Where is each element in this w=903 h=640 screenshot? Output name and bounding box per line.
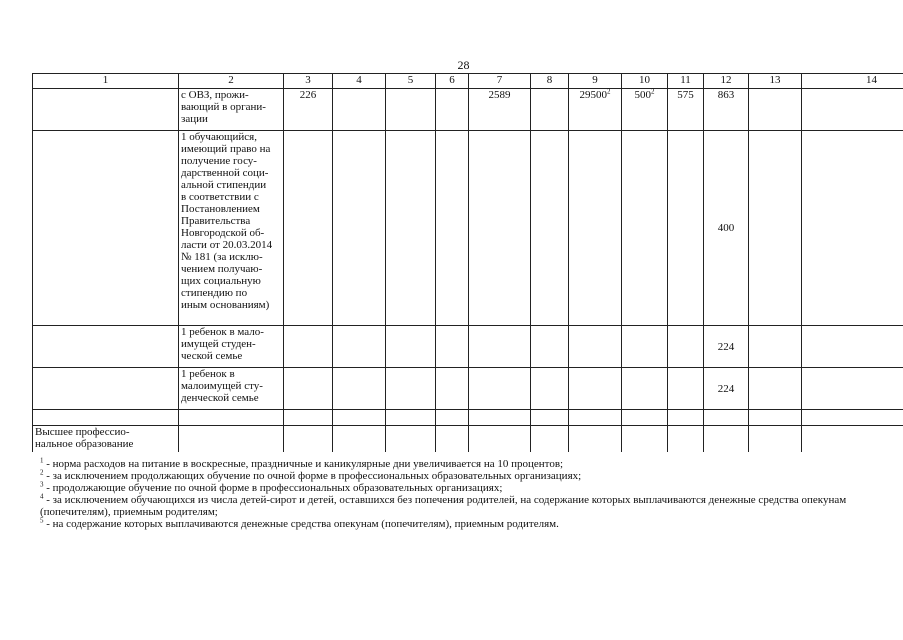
header-cell: 11: [668, 74, 704, 89]
table-cell: [704, 426, 749, 452]
footnote-ref: 2: [607, 87, 611, 96]
header-cell: 2: [179, 74, 284, 89]
category-line: № 181 (за исклю-: [181, 251, 263, 263]
table-cell: [531, 326, 569, 368]
category-line: чением получаю-: [181, 263, 263, 275]
table-cell: [386, 426, 436, 452]
category-line: ласти от 20.03.2014: [181, 239, 273, 251]
table-cell: [668, 326, 704, 368]
table-cell: [333, 131, 386, 326]
footnote-text: - за исключением обучающихся из числа детей-сирот и детей, оставшихся без попечения родителей, на содержание которых выплачиваются денежные средства опекунам (попечителям), приемным родителям;: [40, 494, 847, 518]
header-cell: 4: [333, 74, 386, 89]
table-cell: [333, 368, 386, 410]
footnote: [40, 458, 890, 470]
category-line: получение госу-: [181, 155, 257, 167]
category-line: зации: [181, 113, 208, 125]
header-cell: 6: [436, 74, 469, 89]
table-cell: [284, 326, 333, 368]
value-cell: 224: [704, 368, 749, 410]
table-cell: [33, 368, 179, 410]
footnote-mark: 5: [40, 516, 44, 525]
table-cell: [333, 326, 386, 368]
table-cell: [436, 326, 469, 368]
table-cell: [33, 326, 179, 368]
footnote: [40, 482, 890, 494]
section-label-line: Высшее профессио-: [35, 426, 130, 438]
header-cell: 3: [284, 74, 333, 89]
footnote-text: - за исключением продолжающих обучение по очной форме в профессиональных образовательных организациях;: [43, 470, 582, 482]
category-line: иным основаниям): [181, 299, 270, 311]
footnote-text: - продолжающие обучение по очной форме в профессиональных образовательных организациях;: [43, 482, 503, 494]
category-line: денческой семье: [181, 392, 259, 404]
category-line: вающий в органи-: [181, 101, 266, 113]
footnote-mark: 4: [40, 492, 44, 501]
footnote-text: - на содержание которых выплачиваются денежные средства опекунам (попечителям), приемным родителям.: [43, 518, 559, 530]
table-cell: [284, 410, 333, 426]
category-line: стипендию по: [181, 287, 248, 299]
table-cell: [668, 410, 704, 426]
category-line: Новгородской об-: [181, 227, 265, 239]
section-label-line: нальное образование: [35, 438, 134, 450]
table-cell: [749, 410, 802, 426]
footnote-mark: 3: [40, 480, 44, 489]
header-cell: 9: [569, 74, 622, 89]
table-cell: [284, 131, 333, 326]
category-line: Постановлением: [181, 203, 260, 215]
table-cell: [386, 131, 436, 326]
footnote-text: - норма расходов на питание в воскресные, праздничные и каникулярные дни увеличивается на 10 процентов;: [43, 458, 564, 470]
category-line: 1 обучающийся,: [181, 131, 257, 143]
table-cell: [386, 368, 436, 410]
table-cell: [668, 426, 704, 452]
value-cell: [569, 89, 622, 131]
table-cell: [333, 89, 386, 131]
table-cell: [622, 131, 668, 326]
category-line: малоимущей сту-: [181, 380, 263, 392]
value-cell: 224: [704, 326, 749, 368]
value-cell: 226: [284, 89, 333, 131]
table-cell: [749, 131, 802, 326]
table-cell: [386, 89, 436, 131]
table-row: [33, 410, 903, 426]
table-cell: [622, 410, 668, 426]
category-cell: [179, 131, 284, 326]
table-cell: [284, 426, 333, 452]
table-cell: [704, 410, 749, 426]
table-cell: [569, 368, 622, 410]
category-cell: [179, 326, 284, 368]
table-cell: [436, 426, 469, 452]
category-line: альной стипендии: [181, 179, 267, 191]
category-cell: [179, 368, 284, 410]
page-number: 28: [457, 58, 470, 72]
table-row: [33, 368, 903, 410]
table-header-row: [33, 74, 903, 89]
table-cell: [802, 326, 903, 368]
table-cell: [622, 368, 668, 410]
table-cell: [179, 410, 284, 426]
header-cell: 10: [622, 74, 668, 89]
table-cell: [622, 426, 668, 452]
table-row: [33, 89, 903, 131]
table-cell: [749, 89, 802, 131]
header-cell: 7: [469, 74, 531, 89]
table-cell: [436, 131, 469, 326]
section-label-cell: [33, 426, 179, 452]
header-cell: 12: [704, 74, 749, 89]
table-cell: [569, 426, 622, 452]
table-cell: [531, 410, 569, 426]
table-row: [33, 426, 903, 452]
table-cell: [469, 131, 531, 326]
footnote-mark: 2: [40, 468, 44, 477]
table-cell: [436, 368, 469, 410]
category-line: ческой семье: [181, 350, 243, 362]
table-cell: [531, 131, 569, 326]
table-row: [33, 326, 903, 368]
value-cell: [622, 89, 668, 131]
expense-norms-table: [32, 73, 903, 452]
category-line: 1 ребенок в мало-: [181, 326, 264, 338]
table-row: [33, 131, 903, 326]
category-line: дарственной соци-: [181, 167, 269, 179]
table-cell: [531, 368, 569, 410]
table-cell: [569, 131, 622, 326]
table-cell: [284, 368, 333, 410]
category-line: в соответствии с: [181, 191, 259, 203]
table-cell: [569, 410, 622, 426]
category-line: 1 ребенок в: [181, 368, 235, 380]
table-cell: [436, 410, 469, 426]
table-cell: [802, 426, 903, 452]
category-line: с ОВЗ, прожи-: [181, 89, 249, 101]
table-cell: [531, 89, 569, 131]
value-cell: 2589: [469, 89, 531, 131]
value-cell: 400: [704, 131, 749, 326]
header-cell: 1: [33, 74, 179, 89]
category-cell: [179, 89, 284, 131]
table-cell: [333, 410, 386, 426]
table-cell: [622, 326, 668, 368]
table-cell: [469, 410, 531, 426]
header-cell: 8: [531, 74, 569, 89]
header-cell: 14: [802, 74, 903, 89]
header-cell: 5: [386, 74, 436, 89]
value-text: 500: [634, 89, 651, 101]
footnote-mark: 1: [40, 456, 44, 465]
footnote: [40, 470, 890, 482]
table-cell: [749, 426, 802, 452]
value-cell: 863: [704, 89, 749, 131]
table-cell: [469, 326, 531, 368]
category-line: имеющий право на: [181, 143, 271, 155]
table-cell: [386, 326, 436, 368]
table-cell: [33, 410, 179, 426]
table-cell: [749, 326, 802, 368]
table-cell: [33, 89, 179, 131]
table-cell: [668, 368, 704, 410]
table-cell: [802, 131, 903, 326]
table-cell: [469, 368, 531, 410]
category-line: Правительства: [181, 215, 251, 227]
table-cell: [668, 131, 704, 326]
table-cell: [802, 368, 903, 410]
category-line: щих социальную: [181, 275, 261, 287]
value-cell: 575: [668, 89, 704, 131]
footnotes: [40, 458, 890, 530]
table-cell: [531, 426, 569, 452]
table-cell: [802, 89, 903, 131]
table-cell: [33, 131, 179, 326]
table-cell: [802, 410, 903, 426]
header-cell: 13: [749, 74, 802, 89]
footnote: [40, 494, 890, 518]
footnote: [40, 518, 890, 530]
category-line: имущей студен-: [181, 338, 256, 350]
footnote-ref: 2: [651, 87, 655, 96]
table-cell: [179, 426, 284, 452]
table-cell: [436, 89, 469, 131]
table-cell: [333, 426, 386, 452]
table-cell: [569, 326, 622, 368]
value-text: 29500: [579, 89, 607, 101]
table-cell: [386, 410, 436, 426]
table-cell: [469, 426, 531, 452]
table-cell: [749, 368, 802, 410]
